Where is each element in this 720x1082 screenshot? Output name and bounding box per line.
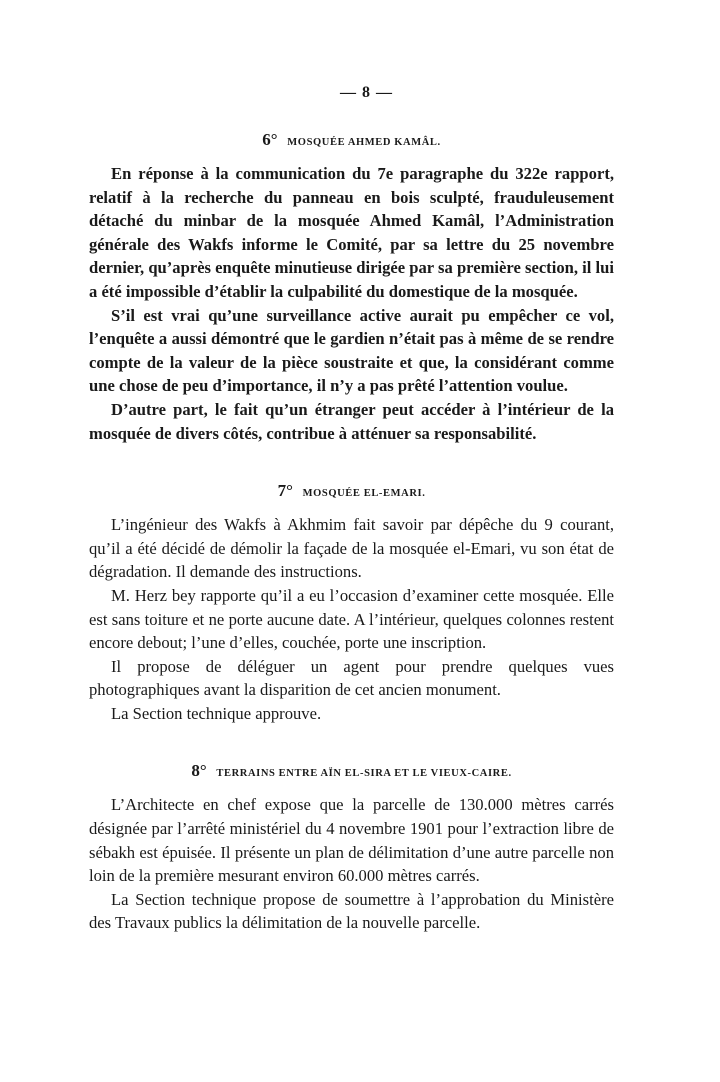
paragraph: Il propose de déléguer un agent pour prendre quelques vues photographiques avant la disparition de cet ancien monument. (89, 656, 614, 700)
section-heading (89, 481, 614, 501)
section-heading (89, 761, 614, 781)
paragraph: M. Herz bey rapporte qu’il a eu l’occasion d’examiner cette mosquée. Elle est sans toiture et ne porte aucune date. A l’intérieur, quelques colonnes restent encore debout; l’une d’elles, couchée, porte une inscription. (89, 585, 614, 653)
paragraph: L’ingénieur des Wakfs à Akhmim fait savoir par dépêche du 9 courant, qu’il a été décidé de démolir la façade de la mosquée el-Emari, vu son état de dégradation. Il demande des instructions. (89, 515, 614, 582)
section-number: 8° (191, 761, 207, 781)
paragraph: En réponse à la communication du 7e paragraphe du 322e rapport, relatif à la recherche du panneau en bois sculpté, frauduleusement détaché du minbar de la mosquée Ahmed Kamâl, l’Administration générale des Wakfs informe le Comité, par sa lettre du 25 novembre dernier, qu’après enquête minutieuse dirigée par sa première section, il lui a été impossible d’établir la culpabilité du domestique de la mosquée. (89, 164, 614, 301)
section-8 (89, 761, 614, 935)
section-title: TERRAINS ENTRE AÏN EL-SIRA ET LE VIEUX-CAIRE. (216, 768, 512, 780)
section-6 (89, 130, 614, 445)
section-heading (89, 130, 614, 150)
page-number: — 8 — (340, 84, 393, 101)
section-title: MOSQUÉE EL-EMARI. (302, 488, 426, 500)
paragraph: S’il est vrai qu’une surveillance active aurait pu empêcher ce vol, l’enquête a aussi démontré que le gardien n’était pas à même de se rendre compte de la valeur de la pièce soustraite et que, la considérant comme une chose de peu d’importance, il n’y a pas prêté l’attention voulue. (89, 305, 614, 396)
paragraph: L’Architecte en chef expose que la parcelle de 130.000 mètres carrés désignée par l’arrêté ministériel du 4 novembre 1901 pour l’extraction libre de sébakh est épuisée. Il présente un plan de délimitation d’une autre parcelle non loin de la première mesurant environ 60.000 mètres carrés. (89, 795, 614, 886)
paragraph: La Section technique approuve. (111, 703, 322, 723)
section-number: 7° (277, 481, 293, 501)
section-number: 6° (262, 130, 278, 149)
section-7 (89, 481, 614, 725)
document-page (89, 84, 614, 935)
paragraph: La Section technique propose de soumettre à l’approbation du Ministère des Travaux publics la délimitation de la nouvelle parcelle. (89, 889, 614, 933)
paragraph: D’autre part, le fait qu’un étranger peut accéder à l’intérieur de la mosquée de divers côtés, contribue à atténuer sa responsabilité. (89, 399, 614, 443)
section-title: MOSQUÉE AHMED KAMÂL. (287, 137, 441, 148)
